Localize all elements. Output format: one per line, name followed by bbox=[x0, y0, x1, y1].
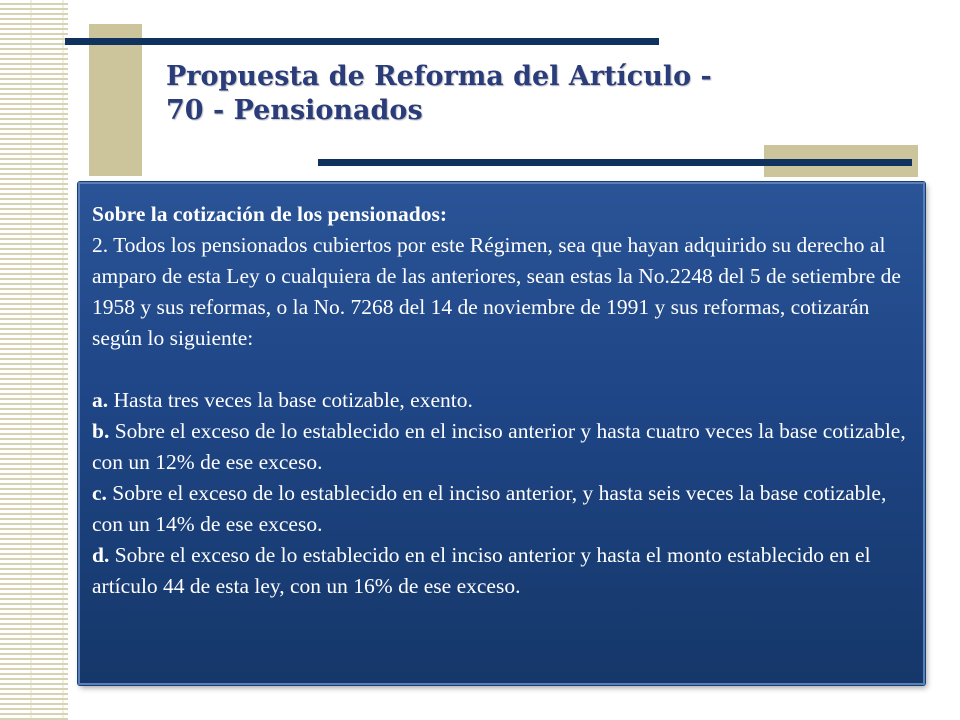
item-text: Hasta tres veces la base cotizable, exento. bbox=[113, 388, 473, 412]
item-text: Sobre el exceso de lo establecido en el inciso anterior, y hasta seis veces la base cotizable, con un 14% de ese exceso. bbox=[92, 481, 887, 536]
slide-title-line-1: Propuesta de Reforma del Artículo - bbox=[166, 61, 712, 92]
item-label: a. bbox=[92, 388, 109, 412]
slide-title-line-2: 70 - Pensionados bbox=[166, 95, 423, 126]
title-bar-top bbox=[65, 38, 659, 45]
paragraph-spacer bbox=[92, 354, 913, 385]
item-label: b. bbox=[92, 419, 110, 443]
list-item-c bbox=[92, 478, 913, 540]
title-bar-bottom bbox=[318, 159, 912, 166]
list-item-a bbox=[92, 385, 913, 416]
left-stripe-overlay bbox=[0, 0, 68, 720]
item-label: d. bbox=[92, 543, 110, 567]
content-intro: 2. Todos los pensionados cubiertos por este Régimen, sea que hayan adquirido su derecho al amparo de esta Ley o cualquiera de las anteriores, sean estas la No.2248 del 5 de setiembre de 1958 y sus reformas, o la No. 7268 del 14 de noviembre de 1991 y sus reformas, cotizarán según lo siguiente: bbox=[92, 233, 901, 350]
content-heading: Sobre la cotización de los pensionados: bbox=[92, 202, 447, 226]
slide-title bbox=[166, 60, 786, 128]
list-item-b bbox=[92, 416, 913, 478]
list-item-d bbox=[92, 540, 913, 602]
tan-accent-block-left bbox=[89, 24, 142, 176]
content-box bbox=[78, 182, 925, 685]
item-label: c. bbox=[92, 481, 107, 505]
item-text: Sobre el exceso de lo establecido en el inciso anterior y hasta el monto establecido en el artículo 44 de esta ley, con un 16% de ese exceso. bbox=[92, 543, 871, 598]
item-text: Sobre el exceso de lo establecido en el inciso anterior y hasta cuatro veces la base cotizable, con un 12% de ese exceso. bbox=[92, 419, 906, 474]
